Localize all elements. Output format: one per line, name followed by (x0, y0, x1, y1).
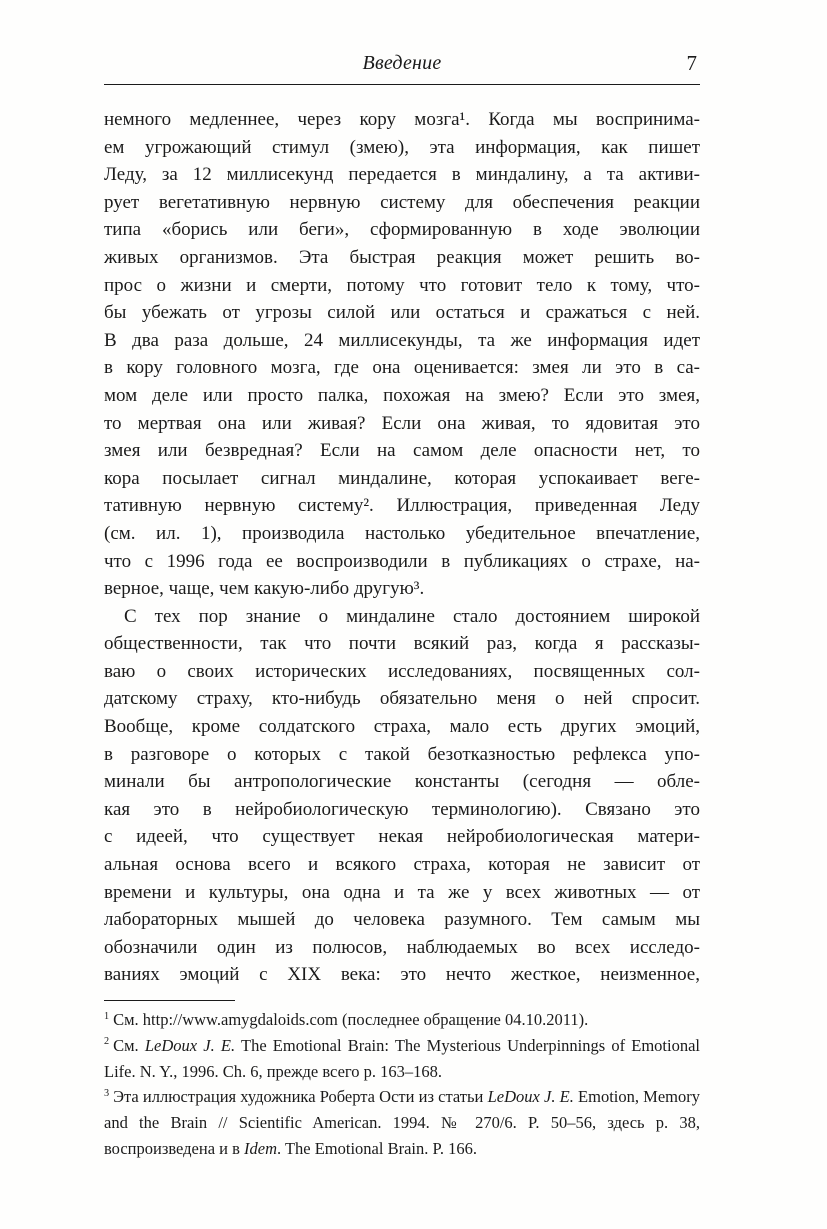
text-line: С тех пор знание о миндалине стало достоянием широкой (124, 605, 700, 627)
header-rule (104, 84, 700, 85)
footnote-text-segment: The Emotional Brain: The Mysterious Underpinnings of Emotional Life. N. Y., 1996. Ch. 6, прежде всего p. 163–168. (104, 1035, 700, 1081)
text-line: то мертвая она или живая? Если она живая, то ядовитая это (104, 412, 700, 434)
footnote-text-segment: LeDoux J. E. (487, 1087, 574, 1107)
footnote-text-segment: Idem (244, 1138, 277, 1158)
text-line: кора посылает сигнал миндалине, которая успокаивает веге- (104, 467, 700, 489)
text-line: типа «борись или беги», сформированную в ходе эволюции (104, 219, 700, 241)
text-line: мом деле или просто палка, похожая на змею? Если это змея, (104, 384, 700, 406)
text-line: верное, чаще, чем какую-либо другую³. (104, 578, 425, 600)
text-line: бы убежать от угрозы силой или остаться и сражаться с ней. (104, 302, 700, 324)
text-line: в кору головного мозга, где она оценивается: змея ли это в са- (104, 357, 700, 379)
footnote-text-segment: LeDoux J. E. (144, 1035, 236, 1055)
text-line: обозначили один из полюсов, наблюдаемых во всех исследо- (104, 936, 700, 958)
text-line: лабораторных мышей до человека разумного. Тем самым мы (104, 909, 700, 931)
text-line: с идеей, что существует некая нейробиологическая матери- (104, 826, 700, 848)
footnote-text-segment: Emotion, Memory and the Brain // Scientific American. 1994. № 270/6. P. 50–56, здесь p. 38, воспроизведена и в (104, 1087, 700, 1158)
footnote (104, 1033, 700, 1085)
text-line: прос о жизни и смерти, потому что готовит тело к тому, что- (104, 274, 700, 296)
text-line: змея или безвредная? Если на самом деле опасности нет, то (104, 440, 700, 462)
text-line: (см. ил. 1), производила настолько убедительное впечатление, (104, 522, 700, 544)
footnote-marker: 1 (104, 1010, 110, 1022)
text-line: ваю о своих исторических исследованиях, посвященных сол- (104, 660, 700, 682)
text-line: минали бы антропологические константы (сегодня — обле- (104, 771, 700, 793)
running-title: Введение (362, 52, 442, 74)
text-line: в разговоре о которых с такой безотказностью рефлекса упо- (104, 743, 700, 765)
text-line: общественности, так что почти всякий раз, когда я рассказы- (104, 633, 700, 655)
body-text (104, 106, 700, 989)
paragraph (104, 603, 700, 989)
text-line: альная основа всего и всякого страха, которая не зависит от (104, 854, 700, 876)
text-line: рует вегетативную нервную систему для обеспечения реакции (104, 191, 700, 213)
footnote-marker: 3 (104, 1087, 110, 1099)
text-line: что с 1996 года ее воспроизводили в публикациях о страхе, на- (104, 550, 700, 572)
footnote (104, 1007, 700, 1033)
text-line: Вообще, кроме солдатского страха, мало есть других эмоций, (104, 716, 700, 738)
text-line: живых организмов. Эта быстрая реакция может решить во- (104, 246, 700, 268)
footnote-text-segment: . The Emotional Brain. P. 166. (277, 1138, 477, 1158)
page-number: 7 (686, 51, 697, 75)
paragraph (104, 106, 700, 603)
text-line: ваниях эмоций с XIX века: это нечто жесткое, неизменное, (104, 964, 700, 986)
footnote-text-segment: См. (113, 1035, 145, 1055)
footnote-text-segment: Эта иллюстрация художника Роберта Ости из статьи (113, 1087, 488, 1107)
text-line: тативную нервную систему². Иллюстрация, приведенная Леду (104, 495, 700, 517)
text-line: датскому страху, кто-нибудь обязательно меня о ней спросит. (104, 688, 700, 710)
text-line: ем угрожающий стимул (змею), эта информация, как пишет (104, 136, 700, 158)
text-line: немного медленнее, через кору мозга¹. Когда мы воспринима- (104, 109, 700, 130)
footnote (104, 1084, 700, 1161)
page-header (104, 52, 700, 82)
text-line: В два раза дольше, 24 миллисекунды, та же информация идет (104, 329, 700, 351)
footnote-list (104, 1007, 700, 1162)
text-line: кая это в нейробиологическую терминологию). Связано это (104, 798, 700, 820)
text-line: времени и культуры, она одна и та же у всех животных — от (104, 881, 700, 903)
text-line: Леду, за 12 миллисекунд передается в миндалину, а та активи- (104, 164, 700, 186)
footnote-separator (104, 1000, 235, 1001)
footnote-text-segment: См. http://www.amygdaloids.com (последнее обращение 04.10.2011). (113, 1010, 589, 1029)
footnote-marker: 2 (104, 1036, 110, 1048)
